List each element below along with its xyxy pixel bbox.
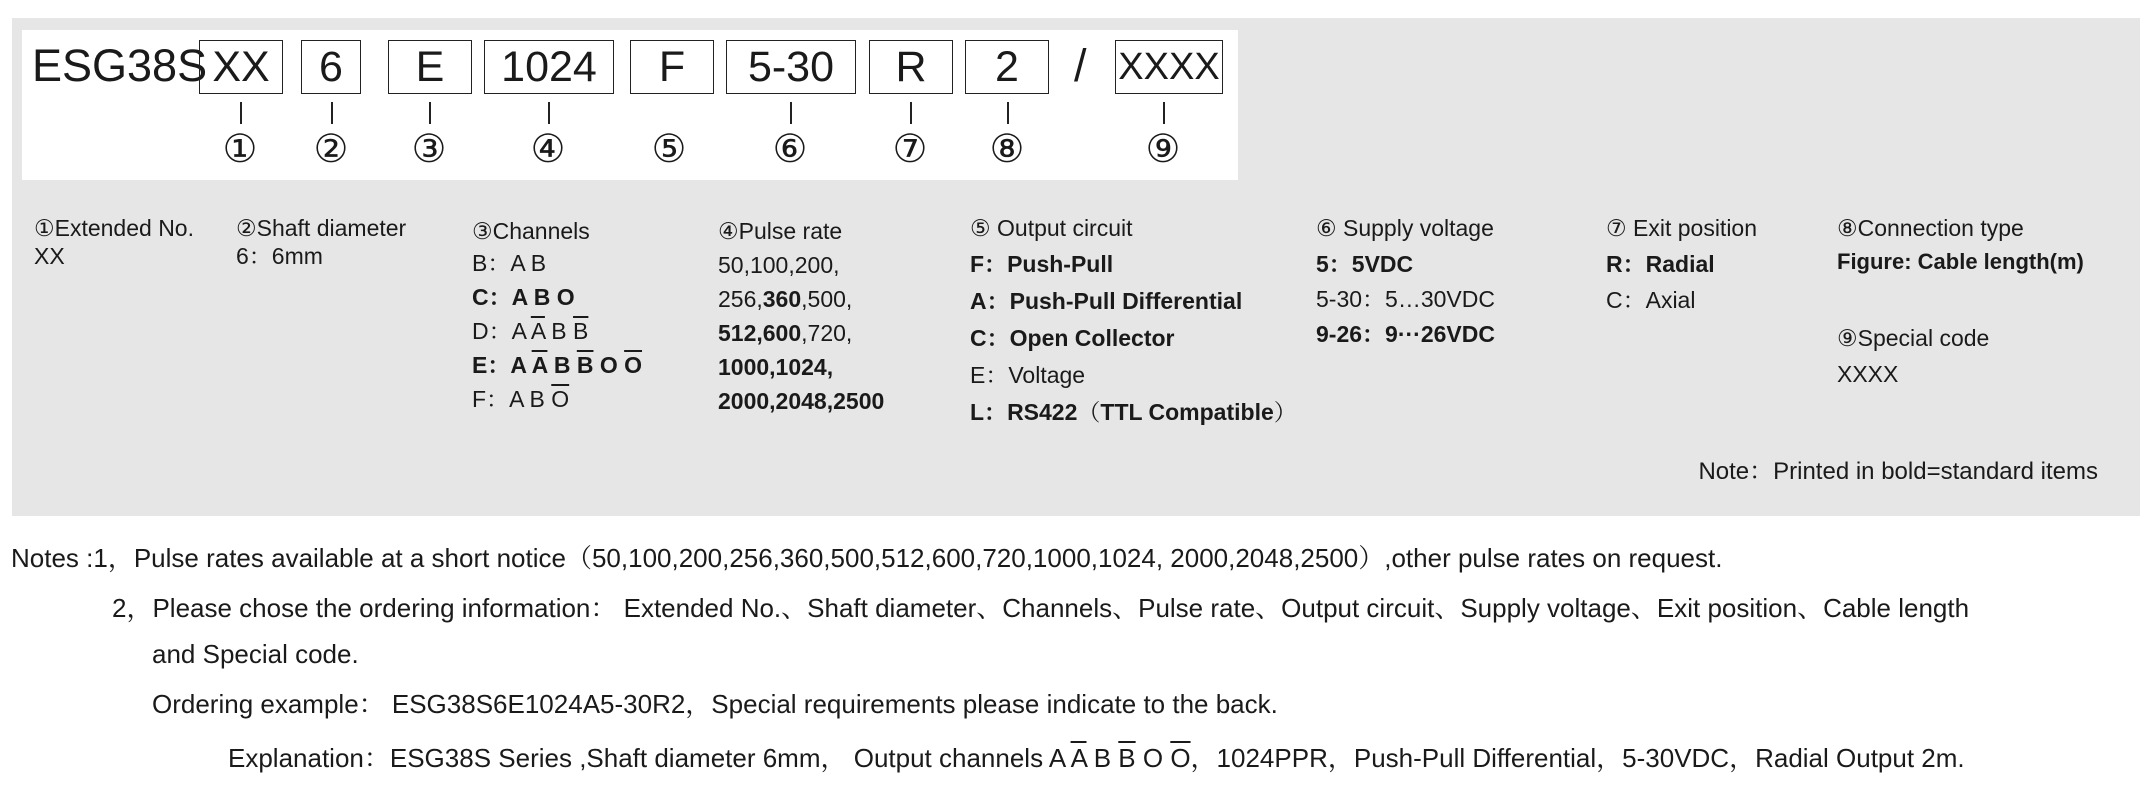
channel-option-c: C：A B O <box>472 284 575 310</box>
code-box-connection-type: 2 <box>965 40 1049 94</box>
tick-9 <box>1163 102 1165 124</box>
pulse-rate-line: 50,100,200, <box>718 252 840 278</box>
legend-title: ⑥ Supply voltage <box>1316 215 1494 241</box>
pulse-rate-line: 256,360,500, <box>718 286 853 312</box>
legend-title: ④Pulse rate <box>718 218 843 244</box>
legend-value: XXXX <box>1837 361 1899 387</box>
tick-3 <box>429 102 431 124</box>
bold-standard-note: Note：Printed in bold=standard items <box>1698 458 2098 485</box>
output-option-c: C：Open Collector <box>970 325 1175 351</box>
legend-value: XX <box>34 243 65 269</box>
tick-1 <box>240 102 242 124</box>
code-box-supply-voltage: 5-30 <box>726 40 856 94</box>
voltage-option-5-30: 5-30：5…30VDC <box>1316 286 1495 312</box>
voltage-option-5: 5：5VDC <box>1316 251 1414 277</box>
legend-title: ③Channels <box>472 218 590 244</box>
channel-option-b: B：A B <box>472 250 547 276</box>
note-2-continued: and Special code. <box>152 639 359 669</box>
legend-extended-no <box>34 214 194 270</box>
tick-7 <box>910 102 912 124</box>
exit-option-c: C：Axial <box>1606 287 1696 313</box>
tick-8 <box>1007 102 1009 124</box>
tick-2 <box>331 102 333 124</box>
marker-5: ⑤ <box>651 128 687 171</box>
legend-pulse-rate <box>718 214 884 418</box>
marker-4: ④ <box>530 128 566 171</box>
marker-3: ③ <box>411 128 447 171</box>
pulse-rate-line: 1000,1024, <box>718 354 834 380</box>
code-box-shaft-diameter: 6 <box>301 40 361 94</box>
legend-title: ①Extended No. <box>34 215 194 241</box>
legend-title: ⑨Special code <box>1837 325 1990 351</box>
marker-7: ⑦ <box>892 128 928 171</box>
exit-option-r: R：Radial <box>1606 251 1715 277</box>
output-option-e: E：Voltage <box>970 362 1086 388</box>
marker-8: ⑧ <box>989 128 1025 171</box>
legend-value: 6：6mm <box>236 243 323 269</box>
code-box-output-circuit: F <box>630 40 714 94</box>
code-box-extended-no: XX <box>199 40 283 94</box>
output-option-a: A：Push-Pull Differential <box>970 288 1243 314</box>
legend-connection-type <box>1837 214 2084 276</box>
legend-value: Figure: Cable length(m) <box>1837 249 2084 274</box>
tick-6 <box>790 102 792 124</box>
pulse-rate-line: 2000,2048,2500 <box>718 388 885 414</box>
code-box-special-code: XXXX <box>1115 40 1223 94</box>
legend-supply-voltage <box>1316 214 1495 355</box>
code-slash: / <box>1074 40 1087 91</box>
channel-option-e: E：A $\overline{A}$ B $\overline{B}$ O $\overline{O}$ <box>472 352 643 378</box>
legend-exit-position <box>1606 214 1757 322</box>
legend-title: ⑧Connection type <box>1837 215 2024 241</box>
legend-title: ⑦ Exit position <box>1606 215 1758 241</box>
legend-shaft-diameter <box>236 214 406 270</box>
code-box-channels: E <box>388 40 472 94</box>
channel-option-f: F：A B $\overline{O}$ <box>472 386 570 412</box>
channel-option-d: D：A $\overline{A}$ B $\overline{B}$ <box>472 318 589 344</box>
pulse-rate-line: 512,600,720, <box>718 320 853 346</box>
marker-9: ⑨ <box>1145 128 1181 171</box>
marker-1: ① <box>222 128 258 171</box>
marker-2: ② <box>313 128 349 171</box>
ordering-example: Ordering example： ESG38S6E1024A5-30R2，Special requirements please indicate to the back. <box>152 689 1278 719</box>
explanation: Explanation：ESG38S Series ,Shaft diameter 6mm， Output channels A $\overline{A}$ B $\overline{B}$ O $\overline{O}$，1024PPR，Push-Pull Differential，5-30VDC，Radial Output 2m. <box>228 743 1965 773</box>
model-prefix: ESG38S <box>32 40 208 91</box>
legend-channels <box>472 214 642 416</box>
output-option-l: L：RS422（TTL Compatible） <box>970 399 1297 425</box>
legend-special-code <box>1837 324 1989 388</box>
output-option-f: F：Push-Pull <box>970 251 1114 277</box>
voltage-option-9-26: 9-26：9···26VDC <box>1316 321 1495 347</box>
tick-4 <box>548 102 550 124</box>
code-box-exit-position: R <box>869 40 953 94</box>
legend-title: ⑤ Output circuit <box>970 215 1133 241</box>
note-1: Notes :1，Pulse rates available at a short notice（50,100,200,256,360,500,512,600,720,1000,1024, 2000,2048,2500）,other pulse rates on request. <box>11 543 1723 573</box>
marker-6: ⑥ <box>772 128 808 171</box>
legend-output-circuit <box>970 214 1297 435</box>
note-2: 2，Please chose the ordering information： Extended No.、Shaft diameter、Channels、Pulse rate、Output circuit、Supply voltage、Exit position、Cable length <box>112 593 1970 623</box>
legend-title: ②Shaft diameter <box>236 215 407 241</box>
code-box-pulse-rate: 1024 <box>484 40 614 94</box>
